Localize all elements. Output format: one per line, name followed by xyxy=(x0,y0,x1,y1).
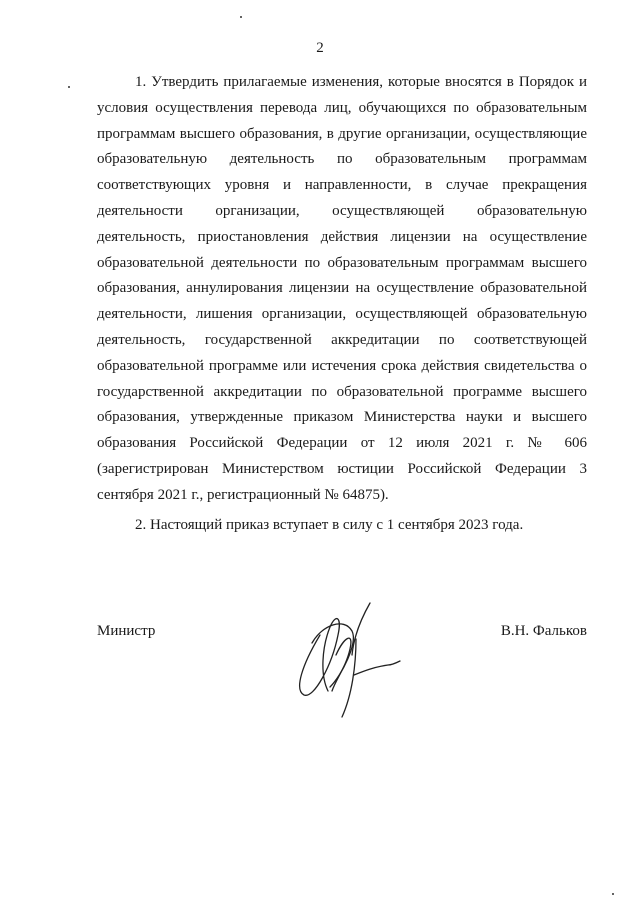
scan-speck xyxy=(68,86,70,88)
page-number: 2 xyxy=(316,40,324,56)
paragraph-2: 2. Настоящий приказ вступает в силу с 1 сентября 2023 года. xyxy=(135,516,524,533)
signatory-name: В.Н. Фальков xyxy=(500,623,587,639)
signature-block xyxy=(97,620,587,740)
signatory-title: Министр xyxy=(97,623,156,639)
scan-speck xyxy=(240,16,242,18)
handwritten-signature xyxy=(292,595,412,720)
scan-speck xyxy=(612,893,614,895)
document-body xyxy=(97,70,587,538)
paragraph-1: 1. Утвердить прилагаемые изменения, которые вносятся в Порядок и условия осуществления перевода лиц, обучающихся по образовательным программам высшего образования, в другие организации, осуществляющие образовательную деятельность по образовательным программам соответствующих уровня и направленности, в случае прекращения деятельности организации, осуществляющей образовательную деятельность, приостановления действия лицензии на осуществление образовательной деятельности по образовательным программам высшего образования, аннулирования лицензии на осуществление образовательной деятельности, лишения организации, осуществляющей образовательную деятельность, государственной аккредитации по соответствующей образовательной программе или истечения срока действия свидетельства о государственной аккредитации по образовательной программе высшего образования, утвержденные приказом Министерства науки и высшего образования Российской Федерации от 12 июля 2021 г. № 606 (зарегистрирован Министерством юстиции Российской Федерации 3 сентября 2021 г., регистрационный № 64875). xyxy=(97,74,587,503)
